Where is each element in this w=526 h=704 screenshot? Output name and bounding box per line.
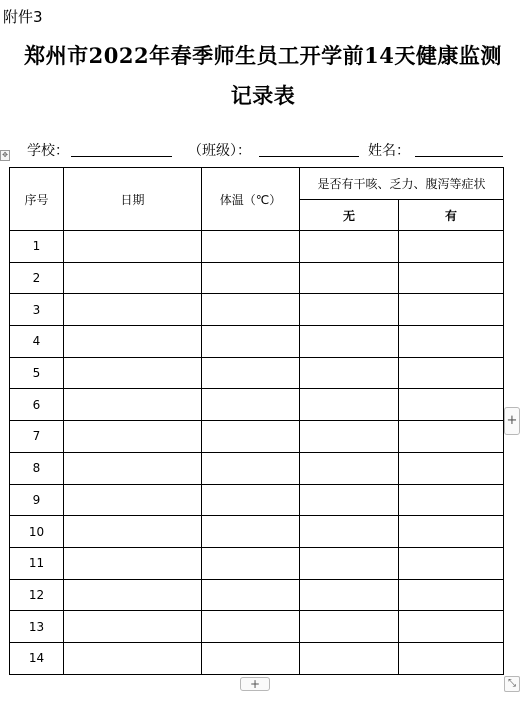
row-index-cell: 10: [10, 516, 64, 548]
temperature-cell[interactable]: [202, 452, 300, 484]
temperature-cell[interactable]: [202, 579, 300, 611]
row-index-cell: 7: [10, 421, 64, 453]
row-index-cell: 14: [10, 642, 64, 674]
temperature-cell[interactable]: [202, 516, 300, 548]
symptom-none-cell[interactable]: [300, 231, 399, 263]
symptom-none-cell[interactable]: [300, 294, 399, 326]
date-cell[interactable]: [64, 231, 202, 263]
header-none: 无: [300, 200, 399, 231]
header-date: 日期: [64, 168, 202, 231]
temperature-cell[interactable]: [202, 642, 300, 674]
document-title-line2: 记录表: [230, 83, 296, 108]
symptom-yes-cell[interactable]: [399, 452, 504, 484]
symptom-yes-cell[interactable]: [399, 516, 504, 548]
table-row: [10, 452, 504, 484]
date-cell[interactable]: [64, 611, 202, 643]
symptom-yes-cell[interactable]: [399, 326, 504, 358]
symptom-none-cell[interactable]: [300, 547, 399, 579]
temperature-cell[interactable]: [202, 421, 300, 453]
symptom-yes-cell[interactable]: [399, 262, 504, 294]
row-index-cell: 3: [10, 294, 64, 326]
symptom-yes-cell[interactable]: [399, 294, 504, 326]
header-index: 序号: [10, 168, 64, 231]
temperature-cell[interactable]: [202, 611, 300, 643]
temperature-cell[interactable]: [202, 231, 300, 263]
table-row: [10, 547, 504, 579]
symptom-none-cell[interactable]: [300, 516, 399, 548]
row-index-cell: 5: [10, 357, 64, 389]
date-cell[interactable]: [64, 642, 202, 674]
header-symptoms: 是否有干咳、乏力、腹泻等症状: [300, 168, 504, 200]
symptom-none-cell[interactable]: [300, 579, 399, 611]
document-title-line1: 郑州市2022年春季师生员工开学前14天健康监测: [24, 43, 502, 68]
table-row: [10, 357, 504, 389]
symptom-yes-cell[interactable]: [399, 579, 504, 611]
row-index-cell: 9: [10, 484, 64, 516]
class-field[interactable]: [259, 156, 359, 157]
table-row: [10, 231, 504, 263]
class-label: （班级）：: [188, 143, 251, 159]
temperature-cell[interactable]: [202, 294, 300, 326]
symptom-none-cell[interactable]: [300, 421, 399, 453]
symptom-none-cell[interactable]: [300, 611, 399, 643]
table-row: [10, 516, 504, 548]
symptom-none-cell[interactable]: [300, 357, 399, 389]
date-cell[interactable]: [64, 579, 202, 611]
resize-handle-icon[interactable]: ⤡: [504, 676, 520, 692]
row-index-cell: 13: [10, 611, 64, 643]
date-cell[interactable]: [64, 421, 202, 453]
temperature-cell[interactable]: [202, 547, 300, 579]
row-index-cell: 2: [10, 262, 64, 294]
table-row: [10, 579, 504, 611]
symptom-yes-cell[interactable]: [399, 611, 504, 643]
symptom-yes-cell[interactable]: [399, 231, 504, 263]
row-index-cell: 6: [10, 389, 64, 421]
symptom-none-cell[interactable]: [300, 389, 399, 421]
table-row: [10, 326, 504, 358]
table-row: [10, 611, 504, 643]
school-label: 学校：: [27, 143, 69, 159]
header-temperature: 体温（℃）: [202, 168, 300, 231]
symptom-yes-cell[interactable]: [399, 547, 504, 579]
row-index-cell: 1: [10, 231, 64, 263]
attachment-label: 附件3: [3, 8, 43, 26]
temperature-cell[interactable]: [202, 326, 300, 358]
temperature-cell[interactable]: [202, 357, 300, 389]
symptom-yes-cell[interactable]: [399, 642, 504, 674]
date-cell[interactable]: [64, 516, 202, 548]
symptom-none-cell[interactable]: [300, 642, 399, 674]
symptom-none-cell[interactable]: [300, 262, 399, 294]
date-cell[interactable]: [64, 547, 202, 579]
table-row: [10, 484, 504, 516]
row-index-cell: 4: [10, 326, 64, 358]
temperature-cell[interactable]: [202, 484, 300, 516]
symptom-none-cell[interactable]: [300, 452, 399, 484]
date-cell[interactable]: [64, 294, 202, 326]
symptom-none-cell[interactable]: [300, 326, 399, 358]
date-cell[interactable]: [64, 326, 202, 358]
symptom-yes-cell[interactable]: [399, 484, 504, 516]
table-row: [10, 294, 504, 326]
name-label: 姓名：: [368, 143, 410, 159]
table-row: [10, 421, 504, 453]
table-row: [10, 642, 504, 674]
health-monitoring-table: [9, 167, 504, 675]
table-move-handle-icon[interactable]: ✥: [0, 150, 10, 161]
table-row: [10, 262, 504, 294]
school-field[interactable]: [71, 156, 172, 157]
symptom-yes-cell[interactable]: [399, 357, 504, 389]
date-cell[interactable]: [64, 452, 202, 484]
date-cell[interactable]: [64, 484, 202, 516]
row-index-cell: 12: [10, 579, 64, 611]
temperature-cell[interactable]: [202, 389, 300, 421]
row-index-cell: 8: [10, 452, 64, 484]
symptom-none-cell[interactable]: [300, 484, 399, 516]
date-cell[interactable]: [64, 357, 202, 389]
symptom-yes-cell[interactable]: [399, 389, 504, 421]
temperature-cell[interactable]: [202, 262, 300, 294]
table-row: [10, 389, 504, 421]
row-index-cell: 11: [10, 547, 64, 579]
name-field[interactable]: [415, 156, 503, 157]
symptom-yes-cell[interactable]: [399, 421, 504, 453]
add-column-button[interactable]: +: [504, 407, 520, 435]
date-cell[interactable]: [64, 262, 202, 294]
date-cell[interactable]: [64, 389, 202, 421]
info-line: [0, 138, 526, 160]
header-yes: 有: [399, 200, 504, 231]
add-row-button[interactable]: +: [240, 677, 270, 691]
